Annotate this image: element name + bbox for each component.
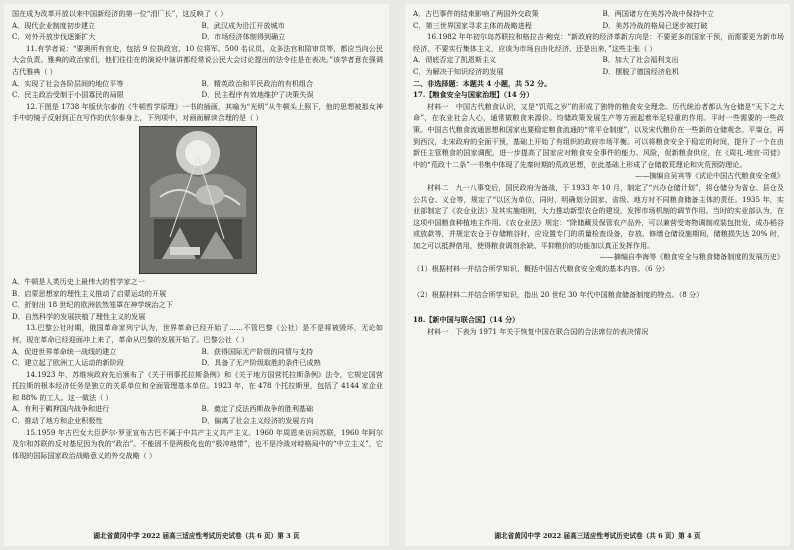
q12-option-d: D．自然科学的发展扶植了理性主义的发展 [12, 311, 146, 321]
q16-option-c: C．为解决于知识经济的发展 [413, 66, 504, 76]
q18-material-1: 材料一 下表为 1971 年关于恢复中国在联合国的合法席位的表决情况 [427, 326, 649, 336]
q17-subquestion-2: （2）根据材料二并结合所学知识，指出 20 世纪 30 年代中国粮食储备制度的特点。（8 分） [413, 289, 704, 299]
q14-stem: 14.1923 年，苏维埃政府先后颁布了《关于刑事托拉斯条例》和《关于地方国营托拉斯条例》法令，它规定国营托拉斯的根本经济任务是独立的关系单位和全面管理基本单位。1923 年，在 478 个托拉斯里，包括了 4144 家企业和 88% 的工人。这一做法（ ） [12, 369, 383, 402]
answer-space-2 [413, 300, 784, 314]
q13-option-a: A．促进世界革命统一战线的建立 [12, 346, 117, 356]
q11-option-c: C．民主政治受制于小国寡民的局限 [12, 90, 124, 100]
q16-stem: 16.1982 年年初尔岛苏联拉和格拉吉·鲍克：“新政府的经济革新方向是：不要更多的国家干预，而需要更为新市场经济，不要实行集体主义，应该为市场自由化经济、还是出来，”这些主张（ ） [413, 32, 784, 53]
q13-options [12, 346, 383, 369]
q12-option-c: C．折射出 18 世纪的欧洲依然笼罩在神学统治之下 [12, 300, 173, 310]
newton-voltaire-engraving [139, 126, 257, 274]
q11-option-d: D．民主程序有效地维护了决策失误 [201, 90, 314, 100]
q17-title: 17.【粮食安全与国家治理】（14 分） [413, 90, 534, 100]
q13-stem: 13.巴黎公社时期，俄国革命家列宁认为，世界革命已经开始了……不管巴黎（公社）是不是将被毁坏，无论如何，现在革命已经迎面冲上来了，革命从巴黎的发展开始了。巴黎公社（ ） [12, 323, 383, 344]
q11-option-a: A．实现了社会各阶层间的地位平等 [12, 78, 124, 88]
q17-material-2: 材料二 九一八事变后，国民政府为备战，于 1933 年 10 月，制定了“兴办仓储计划”，将仓储分为省仓、县仓及公共仓、义仓等，规定了“以区为单位，同时，明确划分国家、省级、地方对不同粮食储备主体的责任。1935 年，实业部制定了《农仓业法》及其实施细则，大力推动新型农仓的建设，发挥市场机制的调节作用。当时的实业部认为，在这项中国粮食种植地主作用。《农仓业法》规定：“除储藏及保管农产品外，可以兼营受寄物调制或装包批发，成办稻谷或放款等，并规定农仓于存储粮谷时，应设置专门的质量检查设备，存放、修缮仓储设施期间，储粮损失达 20% 时，加之可以抵押借用，使得粮食调剂余缺、平抑粮价的功能加以真正发挥作用。 [413, 182, 784, 250]
answer-space-1 [413, 275, 784, 289]
q12-option-b: B．启蒙思想家的理性主义推动了启蒙运动的开展 [12, 288, 167, 298]
q14-option-a: A．有利于羁押国内战争和进行 [12, 404, 110, 414]
q13-option-c: C．建立起了欧洲工人运动的新阶段 [12, 358, 124, 368]
q17-subquestion-1: （1）根据材料一并结合所学知识，概括中国古代粮食安全观的基本内容。（6 分） [413, 264, 670, 274]
q12-stem: 12.下图是 1738 年版伏尔泰的《牛顿哲学原理》一书的插画，其喻为“光明”从牛顿头上照下，他的思想被那女神手中的镜子反射到正在写作的伏尔泰身上，下列项中，对画面解读合理的是（ ） [12, 101, 383, 123]
engraving-illustration [140, 127, 256, 273]
q10-options [12, 20, 383, 43]
page-3 [4, 4, 389, 546]
q15-stem: 15.1959 年古巴女大臣萨尔·罗亚宣布古巴不属于中共产主义共产主义。1960 年周恩来访问苏联，1960 年阿尔及尔和苏联的反对基尼因为我的“政治”。不能固不是两极化也的“极冲地带”，也不是冷战对峙格局中的“中立主义”，它体现的国际国家政治战略意义的外交战略（ ） [12, 427, 383, 460]
page-4 [405, 4, 790, 546]
q10-stem-tail: 国在成为改革开放以来中国新经济的第一位“涓厂长”，这反映了（ ） [12, 9, 228, 18]
q13-option-b: B．获得国际无产阶级的同情与支持 [201, 346, 314, 356]
q14-option-b: B．奠定了反法西斯战争的胜利基础 [201, 404, 314, 414]
q14-options [12, 403, 383, 426]
q16-options [413, 54, 784, 77]
q15-option-b: B．两国诸方在美苏冷战中保持中立 [602, 9, 715, 18]
q12-options [12, 276, 383, 322]
q11-options [12, 78, 383, 101]
q17-material-2-source: ——摘编自李海等《粮食安全与粮食储备制度的发展历史》 [599, 252, 784, 262]
page-3-footer: 湖北省黄冈中学 2022 届高三适应性考试历史试卷（共 6 页）第 3 页 [93, 532, 300, 540]
q15-option-a: A．古巴事件的结束影响了两国外交政策 [413, 9, 539, 18]
q14-option-c: C．推动了地方和企业积极性 [12, 416, 103, 426]
q15-options [413, 8, 784, 31]
q12-figure-wrap [12, 126, 383, 274]
q10-option-b: B．武汉成为沿江开放城市 [201, 20, 285, 30]
q17-material-1: 材料一 中国古代粮食认识，又是“饥荒之岁”的形成了独特的粮食安全理念。历代统治者都认为仓储是“天下之大命”，在农业社会人心，通常做粮食来源价。均储政策发展生产等方面起着举足轻重的作用。平时一些需要的一些政策。中国古代粮食流通思想和国家也要稳定粮食流通的“常平仓制度”，以及宋代粮价在一些新的仓储观念。平粜仓，再到西汉，北宋政府的全面干预，基础上开始了有组织的政府市场平衡。可以将粮食安全于稳定的时间，提升了一个在由新任主管粮食的国家调配，进一步提高了国家应对粮食安全事件的能力、风险，促新粮食供应，在《周礼·地官·司徒》中的“荒政十二条”一书集中体现了先秦时期的荒政思想，在此基础上形成了仓储救荒理论和灾荒预防理论。 [413, 101, 784, 169]
q17-material-1-source: ——摘编自吴宾等《试论中国古代粮食安全观》 [635, 171, 784, 181]
q16-option-d: D．摆脱了德国经济危机 [602, 66, 680, 76]
q15-option-c: C．第三世界国家寻求主体的战略进程 [413, 20, 532, 30]
q18-title: 18.【新中国与联合国】（14 分） [413, 315, 520, 325]
q12-option-a: A．牛顿是人类历史上最伟大的哲学家之一 [12, 276, 145, 286]
q10-option-d: D．市场经济体制得到确立 [201, 32, 286, 42]
section-2-heading: 二、非选择题：本题共 4 小题，共 52 分。 [413, 78, 552, 88]
q11-stem: 11.有学者说：“要奥所有官史，包括 9 位执政官、10 位将军、500 名议员、众多法官和陪审员等，都应当向公民大会负责。雅典的政治家们，他们往往在的演说中演讲都经常说公民大会讨论提出的法令往是在表决。”该学者意在强调古代雅典（ ） [12, 43, 383, 76]
q14-option-d: D．偏离了社会主义经济的发展方向 [201, 416, 314, 426]
q16-option-b: B．加大了社会福利支出 [602, 55, 679, 65]
q15-option-d: D．美苏冷战的格局已逐步被打破 [602, 20, 708, 30]
q10-option-a: A．现代企业制度初步建立 [12, 20, 96, 30]
q16-option-a: A．彻底否定了凯恩斯主义 [413, 55, 497, 65]
q11-option-b: B．精英政治和平民政治的有机组合 [201, 78, 314, 88]
q10-option-c: C．对外开放步伐逐渐扩大 [12, 32, 96, 42]
q13-option-d: D．具备了无产阶级取胜的条件已成熟 [201, 358, 321, 368]
page-4-footer: 湖北省黄冈中学 2022 届高三适应性考试历史试卷（共 6 页）第 4 页 [494, 532, 701, 540]
